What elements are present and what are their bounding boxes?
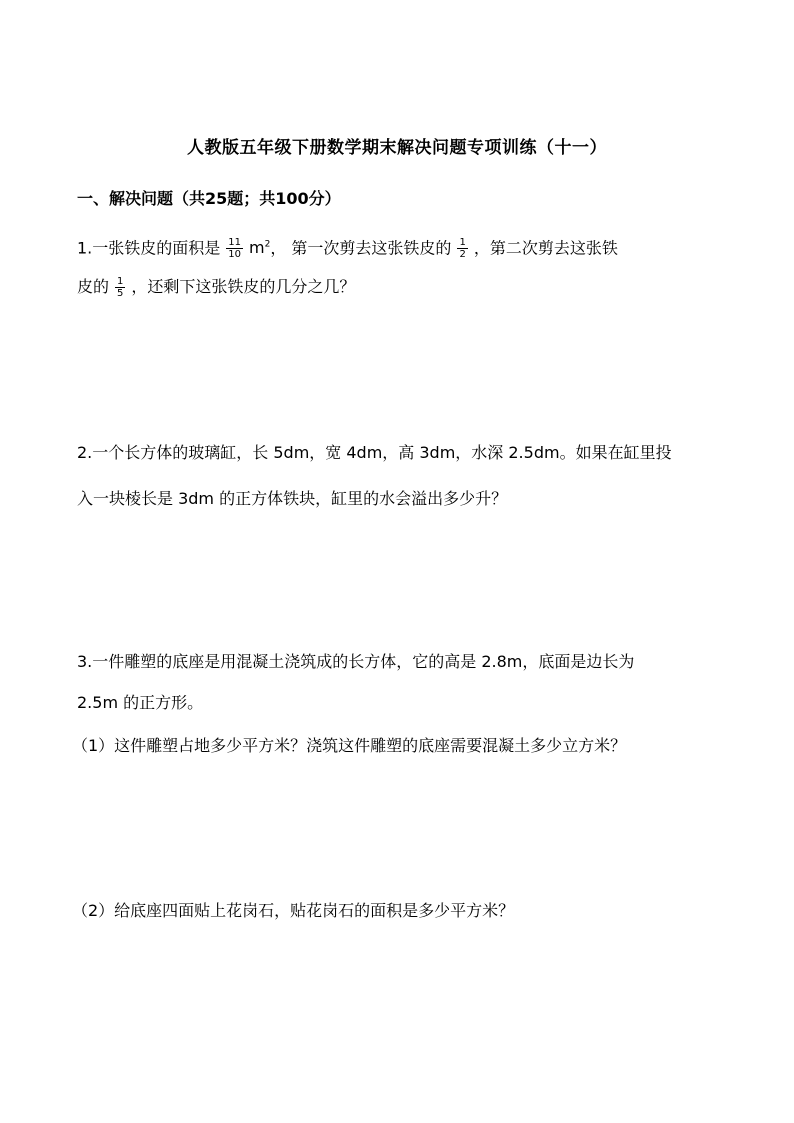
- section-heading: 一、解决问题（共25题；共100分）: [77, 189, 341, 208]
- page-title: 人教版五年级下册数学期末解决问题专项训练（十一）: [187, 138, 607, 158]
- question-1-line-2: [77, 276, 355, 299]
- fraction-one-fifth: $\frac{1}{5}$: [117, 276, 124, 299]
- question-3-subquestion-1: （1）这件雕塑占地多少平方米？浇筑这件雕塑的底座需要混凝土多少立方米？: [72, 736, 627, 755]
- q1-text-e: ，还剩下这张铁皮的几分之几？: [131, 277, 356, 296]
- area-unit: $m^2$: [249, 238, 271, 258]
- q1-text-d: 皮的: [77, 277, 110, 296]
- q1-text-c: ，第二次剪去这张铁: [473, 238, 618, 258]
- question-3-line-1: 3.一件雕塑的底座是用混凝土浇筑成的长方体，它的高是 2.8m，底面是边长为: [77, 652, 635, 671]
- fraction-one-half: $\frac{1}{2}$: [459, 237, 466, 261]
- question-2-line-2: 入一块棱长是 3dm 的正方体铁块，缸里的水会溢出多少升？: [77, 489, 508, 508]
- question-2-line-1: 2.一个长方体的玻璃缸，长 5dm，宽 4dm，高 3dm，水深 2.5dm。如果在缸里投: [77, 443, 672, 462]
- question-3-subquestion-2: （2）给底座四面贴上花岗石，贴花岗石的面积是多少平方米？: [72, 901, 515, 920]
- question-3-line-2: 2.5m 的正方形。: [77, 693, 204, 712]
- question-1-line-1: [77, 234, 618, 260]
- q1-text-b: ， 第一次剪去这张铁皮的: [270, 238, 452, 258]
- q1-text-a: 1.一张铁皮的面积是: [77, 238, 221, 258]
- fraction-eleven-tenths: $\frac{11}{10}$: [228, 237, 242, 261]
